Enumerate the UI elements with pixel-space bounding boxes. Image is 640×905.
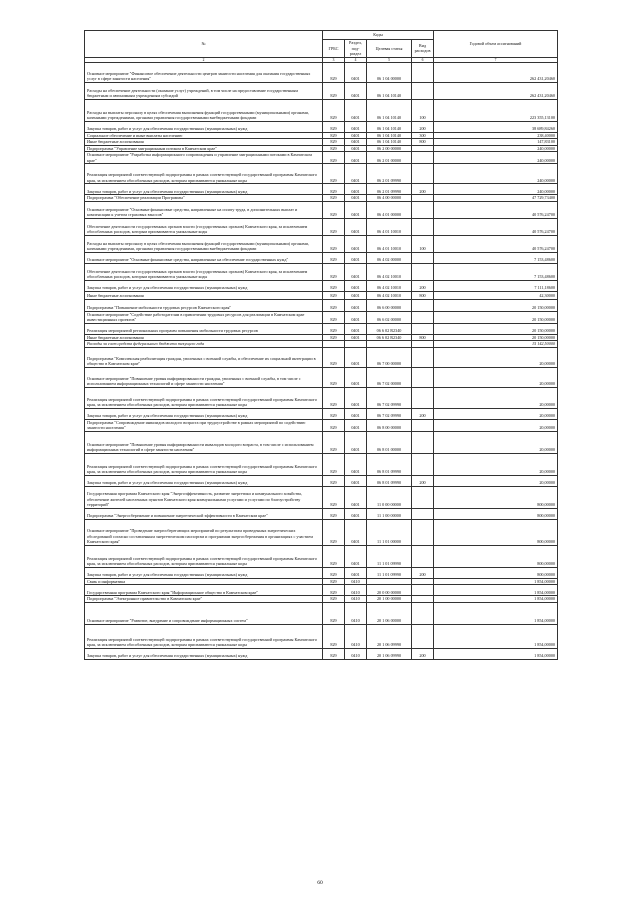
row-grbs: 829	[323, 252, 345, 263]
header-target: Целевая статья	[367, 40, 412, 58]
header-codes: Коды	[323, 31, 434, 40]
row-expense-type	[412, 299, 434, 311]
row-expense-type	[412, 82, 434, 99]
row-target: 06 6 02 R2340	[367, 323, 412, 334]
row-description: Основное мероприятие "Развитие, внедрение и сопровождение информационных систем"	[85, 602, 323, 624]
row-description: Расходы на обеспечение деятельности (оказание услуг) учреждений, в том числе на предоставление государственным бюджетным и автономным учреждениям субсидий	[85, 82, 323, 99]
row-target: 06 7 02 09990	[367, 408, 412, 419]
row-grbs: 829	[323, 62, 345, 82]
row-grbs: 829	[323, 367, 345, 387]
table-row	[85, 263, 558, 280]
row-expense-type: 200	[412, 475, 434, 486]
row-grbs: 829	[323, 280, 345, 291]
table-row	[85, 585, 558, 596]
row-section: 0401	[345, 486, 367, 508]
row-target: 06 1 04 10140	[367, 139, 412, 146]
row-expense-type	[412, 602, 434, 624]
row-target: 20 1 00 00000	[367, 596, 412, 603]
row-expense-type	[412, 453, 434, 475]
row-expense-type: 100	[412, 99, 434, 121]
table-row	[85, 602, 558, 624]
row-target: 06 7 02 09990	[367, 387, 412, 408]
row-sum: 147,83100	[434, 139, 558, 146]
row-grbs: 829	[323, 145, 345, 152]
row-section: 0401	[345, 291, 367, 299]
table-row	[85, 387, 558, 408]
row-description: Реализация мероприятий соответствующей подпрограммы в рамках соответствующей государственной программы Камчатского края, за исключением обособленных расходов, которым присваиваются уникальные коды	[85, 164, 323, 184]
row-expense-type	[412, 585, 434, 596]
row-sum: 800,00000	[434, 545, 558, 567]
document-page	[84, 30, 557, 660]
row-sum: 800,00000	[434, 519, 558, 545]
row-sum: 7 153,48600	[434, 263, 558, 280]
table-row	[85, 648, 558, 659]
row-sum: 262 431,20460	[434, 82, 558, 99]
row-description: Закупка товаров, работ и услуг для обеспечения государственных (муниципальных) нужд	[85, 280, 323, 291]
row-section: 0401	[345, 62, 367, 82]
row-description: Подпрограмма "Энергосбережение и повышение энергетической эффективности в Камчатском крае"	[85, 508, 323, 519]
row-description: Основное мероприятие "Повышение уровня информированности граждан, уволенных с военной службы, в том числе с использованием информационных технологий и сфере занятости населения"	[85, 367, 323, 387]
row-grbs: 829	[323, 121, 345, 132]
row-expense-type	[412, 347, 434, 367]
row-sum: 20,00000	[434, 419, 558, 431]
table-row	[85, 311, 558, 323]
row-grbs: 829	[323, 347, 345, 367]
table-row	[85, 164, 558, 184]
row-section: 0401	[345, 453, 367, 475]
row-section: 0401	[345, 299, 367, 311]
row-section: 0401	[345, 334, 367, 341]
row-sum: 1 854,00000	[434, 648, 558, 659]
row-description: Закупка товаров, работ и услуг для обеспечения государственных (муниципальных) нужд	[85, 121, 323, 132]
row-expense-type	[412, 311, 434, 323]
budget-table	[84, 30, 558, 660]
row-target: 06 7 02 00000	[367, 367, 412, 387]
row-description: Закупка товаров, работ и услуг для обеспечения государственных (муниципальных) нужд	[85, 408, 323, 419]
row-grbs: 829	[323, 152, 345, 164]
table-row	[85, 121, 558, 132]
column-index: 5	[367, 57, 412, 62]
row-expense-type: 200	[412, 567, 434, 578]
header-annual: Годовой объем ассигнований	[434, 31, 558, 58]
row-description: Подпрограмма "Электронное правительство в Камчатском крае"	[85, 596, 323, 603]
row-grbs: 829	[323, 408, 345, 419]
row-grbs: 829	[323, 596, 345, 603]
row-description: Реализация мероприятий соответствующей подпрограммы в рамках соответствующей государственной программы Камчатского края, за исключением обособленных расходов, которым присваиваются уникальные коды	[85, 387, 323, 408]
row-description: Обеспечение деятельности государственных органов власти (государственных органов) Камчатского края, за исключением обособленных расходов, которым присваиваются уникальные коды	[85, 263, 323, 280]
row-grbs: 829	[323, 453, 345, 475]
row-target: 06 2 01 00000	[367, 152, 412, 164]
row-section: 0401	[345, 545, 367, 567]
row-target: 06 4 00 00000	[367, 195, 412, 202]
row-section: 0401	[345, 195, 367, 202]
row-description: Социальное обеспечение и иные выплаты населению	[85, 132, 323, 139]
row-target: 06 2 01 09990	[367, 184, 412, 195]
row-sum: 20,00000	[434, 475, 558, 486]
row-target: 06 6 02 R2340	[367, 334, 412, 341]
row-expense-type	[412, 252, 434, 263]
row-grbs: 829	[323, 263, 345, 280]
row-grbs: 829	[323, 218, 345, 235]
column-index: 6	[412, 57, 434, 62]
row-grbs: 829	[323, 132, 345, 139]
row-grbs: 829	[323, 291, 345, 299]
row-grbs: 829	[323, 299, 345, 311]
row-grbs: 829	[323, 184, 345, 195]
row-target: 06 8 01 09990	[367, 475, 412, 486]
table-row	[85, 252, 558, 263]
row-sum: 1 854,00000	[434, 602, 558, 624]
row-section: 0410	[345, 578, 367, 585]
row-expense-type	[412, 164, 434, 184]
row-grbs: 829	[323, 139, 345, 146]
row-grbs: 829	[323, 519, 345, 545]
row-target: 06 1 04 00000	[367, 62, 412, 82]
row-sum: 20 150,00000	[434, 334, 558, 341]
row-grbs: 829	[323, 567, 345, 578]
table-row	[85, 453, 558, 475]
row-sum: 47 729,73400	[434, 195, 558, 202]
row-section: 0401	[345, 519, 367, 545]
header-num: №	[85, 31, 323, 58]
table-row	[85, 475, 558, 486]
row-sum: 20,00000	[434, 367, 558, 387]
table-row	[85, 235, 558, 252]
row-sum: 240,00000	[434, 164, 558, 184]
row-description: Реализация мероприятий соответствующей подпрограммы в рамках соответствующей государственной программы Камчатского края, за исключением обособленных расходов, которым присваиваются уникальные коды	[85, 624, 323, 648]
row-expense-type: 100	[412, 235, 434, 252]
table-row	[85, 201, 558, 218]
row-target: 06 8 01 00000	[367, 431, 412, 453]
table-row	[85, 62, 558, 82]
row-sum: 20,00000	[434, 431, 558, 453]
row-expense-type	[412, 519, 434, 545]
row-expense-type	[412, 624, 434, 648]
table-row	[85, 218, 558, 235]
row-sum: 38 689,84260	[434, 121, 558, 132]
row-target: 06 2 00 00000	[367, 145, 412, 152]
row-expense-type	[412, 508, 434, 519]
row-section: 0401	[345, 164, 367, 184]
row-section: 0401	[345, 367, 367, 387]
table-row	[85, 419, 558, 431]
row-target: 20 1 06 09990	[367, 648, 412, 659]
row-sum: 15 142,50000	[434, 341, 558, 348]
row-expense-type	[412, 201, 434, 218]
table-row	[85, 545, 558, 567]
row-sum: 240,00000	[434, 145, 558, 152]
column-index: 3	[323, 57, 345, 62]
row-expense-type: 200	[412, 184, 434, 195]
row-sum: 40 576,24700	[434, 218, 558, 235]
table-row	[85, 408, 558, 419]
row-sum: 40 576,24700	[434, 201, 558, 218]
row-description: Иные бюджетные ассигнования	[85, 139, 323, 146]
row-expense-type	[412, 431, 434, 453]
row-expense-type: 800	[412, 291, 434, 299]
row-section: 0401	[345, 132, 367, 139]
row-sum: 1 854,00000	[434, 585, 558, 596]
row-target: 11 1 00 00000	[367, 508, 412, 519]
table-row	[85, 624, 558, 648]
row-section: 0401	[345, 121, 367, 132]
header-grbs: ГРБС	[323, 40, 345, 58]
row-section: 0410	[345, 596, 367, 603]
row-expense-type	[412, 62, 434, 82]
row-section: 0410	[345, 624, 367, 648]
row-expense-type	[412, 323, 434, 334]
row-target: 20 1 06 09990	[367, 624, 412, 648]
row-description: Основное мероприятие "Повышение уровня информированности инвалидов молодого возраста, в том числе с использованием информационных технологий в сфере занятости населения"	[85, 431, 323, 453]
row-grbs: 829	[323, 486, 345, 508]
header-expense-type: Вид расходов	[412, 40, 434, 58]
row-grbs: 829	[323, 578, 345, 585]
table-row	[85, 519, 558, 545]
row-description: Реализация мероприятий соответствующей подпрограммы в рамках соответствующей государственной программы Камчатского края, за исключением обособленных расходов, которым присваиваются уникальные коды	[85, 453, 323, 475]
row-grbs: 829	[323, 624, 345, 648]
column-index: 4	[345, 57, 367, 62]
row-description: Подпрограмма "Повышение мобильности трудовых ресурсов Камчатского края"	[85, 299, 323, 311]
row-sum: 7 111,18600	[434, 280, 558, 291]
row-sum: 20,00000	[434, 347, 558, 367]
row-description: Подпрограмма "Комплексная реабилитация граждан, уволенных с военной службы, и обеспечение их социальной интеграции в общество в Камчатском крае"	[85, 347, 323, 367]
table-row	[85, 367, 558, 387]
row-target: 06 8 00 00000	[367, 419, 412, 431]
row-target: 11 1 01 00000	[367, 519, 412, 545]
table-row	[85, 291, 558, 299]
row-section: 0401	[345, 567, 367, 578]
table-row	[85, 152, 558, 164]
row-description: Расходы на выплаты персоналу в целях обеспечения выполнения функций государственными (муниципальными) органами, казенными учреждениями, органами управления государственными внебюджетными фондами	[85, 235, 323, 252]
row-section: 0401	[345, 347, 367, 367]
row-target: 06 8 01 09990	[367, 453, 412, 475]
row-target: 11 1 01 09990	[367, 567, 412, 578]
row-sum: 238,40000	[434, 132, 558, 139]
row-grbs: 829	[323, 387, 345, 408]
row-description: Основное мероприятие "Финансовое обеспечение деятельности центров занятости населения для оказания государственных услуг в сфере занятости населения"	[85, 62, 323, 82]
row-sum: 42,30000	[434, 291, 558, 299]
row-target: 06 1 04 10140	[367, 99, 412, 121]
row-expense-type: 800	[412, 334, 434, 341]
row-grbs: 829	[323, 545, 345, 567]
row-target: 20 0 00 00000	[367, 585, 412, 596]
row-sum: 20,00000	[434, 387, 558, 408]
row-expense-type: 200	[412, 121, 434, 132]
row-grbs: 829	[323, 311, 345, 323]
header-section: Раздел, под-раздел	[345, 40, 367, 58]
row-sum: 20,00000	[434, 453, 558, 475]
row-expense-type	[412, 486, 434, 508]
row-grbs: 829	[323, 334, 345, 341]
row-section: 0401	[345, 323, 367, 334]
row-target: 20 1 06 00000	[367, 602, 412, 624]
row-description: Обеспечение деятельности государственных органов власти (государственных органов) Камчатского края, за исключением обособленных расходов, которым присваиваются уникальные коды	[85, 218, 323, 235]
row-grbs: 829	[323, 195, 345, 202]
row-sum: 262 431,20460	[434, 62, 558, 82]
row-target: 06 4 01 10010	[367, 235, 412, 252]
row-target: 06 4 01 00000	[367, 201, 412, 218]
row-description: Связь и информатика	[85, 578, 323, 585]
table-row	[85, 567, 558, 578]
table-row	[85, 82, 558, 99]
table-row	[85, 299, 558, 311]
row-description: Основное мероприятие "Основные финансовые средства, направленные на оплату труда, в дополнительных выплат и компенсации к учетом страховых взносов"	[85, 201, 323, 218]
row-section: 0410	[345, 648, 367, 659]
row-expense-type	[412, 263, 434, 280]
row-sum: 20 150,00000	[434, 299, 558, 311]
row-description: Подпрограмма "Управление миграционным потоком в Камчатском крае"	[85, 145, 323, 152]
row-sum: 240,00000	[434, 184, 558, 195]
row-target: 11 1 01 09990	[367, 545, 412, 567]
row-description: Иные бюджетные ассигнования	[85, 291, 323, 299]
row-grbs: 829	[323, 585, 345, 596]
row-sum: 20 150,00000	[434, 323, 558, 334]
row-description: Иные бюджетные ассигнования	[85, 334, 323, 341]
row-grbs: 829	[323, 602, 345, 624]
row-sum: 800,00000	[434, 486, 558, 508]
row-section: 0401	[345, 263, 367, 280]
row-description: Государственная программа Камчатского края "Энергоэффективность, развитие энергетики и коммунального хозяйства, обеспечение жителей населенных пунктов Камчатского края коммунальными услугами и услугами по благоустройству территорий"	[85, 486, 323, 508]
row-target: 06 7 00 00000	[367, 347, 412, 367]
row-section: 0401	[345, 508, 367, 519]
row-target: 06 4 02 00000	[367, 252, 412, 263]
row-sum: 7 153,48600	[434, 252, 558, 263]
row-sum: 223 355,13100	[434, 99, 558, 121]
column-index: 2	[85, 57, 323, 62]
row-target: 11 0 00 00000	[367, 486, 412, 508]
table-row	[85, 280, 558, 291]
row-expense-type: 300	[412, 132, 434, 139]
row-section: 0401	[345, 201, 367, 218]
row-expense-type	[412, 367, 434, 387]
row-section: 0401	[345, 82, 367, 99]
row-grbs: 829	[323, 82, 345, 99]
row-description: Основное мероприятие "Содействие работодателям в привлечении трудовых ресурсов для реализации в Камчатском крае инвестиционных проектов"	[85, 311, 323, 323]
row-description: Реализация мероприятий соответствующей подпрограммы в рамках соответствующей государственной программы Камчатского края, за исключением обособленных расходов, которым присваиваются уникальные коды	[85, 545, 323, 567]
row-section: 0401	[345, 235, 367, 252]
row-section: 0401	[345, 145, 367, 152]
row-section: 0401	[345, 419, 367, 431]
row-grbs: 829	[323, 431, 345, 453]
row-description: Основное мероприятие "Основные финансовые средства, направленные на обеспечение государственных нужд"	[85, 252, 323, 263]
row-description: Основное мероприятие "Разработка информационного сопровождения и управление миграционными потоками в Камчатском крае"	[85, 152, 323, 164]
row-target: 06 4 02 10010	[367, 263, 412, 280]
row-grbs: 829	[323, 201, 345, 218]
row-grbs: 829	[323, 99, 345, 121]
row-description: Расходы на выплаты персоналу в целях обеспечения выполнения функций государственными (муниципальными) органами, казенными учреждениями, органами управления государственными внебюджетными фондами	[85, 99, 323, 121]
row-expense-type	[412, 545, 434, 567]
row-expense-type	[412, 419, 434, 431]
row-target: 06 4 02 10010	[367, 280, 412, 291]
row-expense-type: 200	[412, 408, 434, 419]
row-expense-type	[412, 152, 434, 164]
row-section: 0401	[345, 218, 367, 235]
row-expense-type: 200	[412, 648, 434, 659]
page-number: 60	[317, 880, 323, 886]
row-target: 06 1 04 10140	[367, 121, 412, 132]
row-description: Реализация мероприятий региональных программ повышения мобильности трудовых ресурсов	[85, 323, 323, 334]
table-row	[85, 347, 558, 367]
row-grbs: 829	[323, 508, 345, 519]
row-target: 06 6 00 00000	[367, 299, 412, 311]
row-section: 0410	[345, 585, 367, 596]
table-row	[85, 486, 558, 508]
row-section: 0401	[345, 387, 367, 408]
row-description: Закупка товаров, работ и услуг для обеспечения государственных (муниципальных) нужд	[85, 567, 323, 578]
row-sum: 1 854,00000	[434, 624, 558, 648]
column-index: 7	[434, 57, 558, 62]
row-expense-type	[412, 218, 434, 235]
row-grbs: 829	[323, 475, 345, 486]
row-sum: 240,00000	[434, 152, 558, 164]
row-target: 06 4 02 10010	[367, 291, 412, 299]
row-description: Закупка товаров, работ и услуг для обеспечения государственных (муниципальных) нужд	[85, 475, 323, 486]
row-target: 06 4 01 10010	[367, 218, 412, 235]
row-grbs: 829	[323, 235, 345, 252]
table-row	[85, 184, 558, 195]
row-target: 06 2 01 09990	[367, 164, 412, 184]
row-sum: 800,00000	[434, 508, 558, 519]
row-description: Закупка товаров, работ и услуг для обеспечения государственных (муниципальных) нужд	[85, 184, 323, 195]
table-row	[85, 323, 558, 334]
table-row	[85, 508, 558, 519]
row-description: Подпрограмма "Обеспечение реализации Программы"	[85, 195, 323, 202]
row-description: Закупка товаров, работ и услуг для обеспечения государственных (муниципальных) нужд	[85, 648, 323, 659]
row-expense-type: 800	[412, 139, 434, 146]
row-section: 0401	[345, 408, 367, 419]
row-description: Основное мероприятие "Проведение энергосберегающих мероприятий по результатам проведенных энергетических обследований согласно составленным энергетическим паспортам и программам энергосбережения в организациях с участием Камчатского края"	[85, 519, 323, 545]
row-description: Подпрограмма "Сопровождение инвалидов молодого возраста при трудоустройстве в рамках мероприятий по содействию занятости населения"	[85, 419, 323, 431]
row-description: Расходы за счет средств федерального бюджета текущего года	[85, 341, 323, 348]
row-target: 06 6 02 00000	[367, 311, 412, 323]
row-sum: 1 854,00000	[434, 596, 558, 603]
row-grbs: 829	[323, 323, 345, 334]
row-section: 0401	[345, 311, 367, 323]
table-row	[85, 431, 558, 453]
row-section: 0401	[345, 139, 367, 146]
row-expense-type	[412, 387, 434, 408]
row-sum: 1 854,00000	[434, 578, 558, 585]
row-grbs: 829	[323, 164, 345, 184]
row-sum: 800,00000	[434, 567, 558, 578]
table-row	[85, 99, 558, 121]
row-section: 0401	[345, 99, 367, 121]
row-section: 0401	[345, 431, 367, 453]
row-grbs: 829	[323, 648, 345, 659]
row-description: Государственная программа Камчатского края "Информационное общество в Камчатском крае"	[85, 585, 323, 596]
row-section: 0401	[345, 475, 367, 486]
row-target: 06 1 04 10140	[367, 132, 412, 139]
row-target: 06 1 04 10140	[367, 82, 412, 99]
row-grbs: 829	[323, 419, 345, 431]
row-expense-type: 200	[412, 280, 434, 291]
row-sum: 20,00000	[434, 408, 558, 419]
row-sum: 40 576,24700	[434, 235, 558, 252]
row-section: 0401	[345, 280, 367, 291]
row-section: 0401	[345, 152, 367, 164]
row-section: 0401	[345, 252, 367, 263]
row-section: 0401	[345, 184, 367, 195]
row-sum: 20 150,00000	[434, 311, 558, 323]
row-section: 0410	[345, 602, 367, 624]
